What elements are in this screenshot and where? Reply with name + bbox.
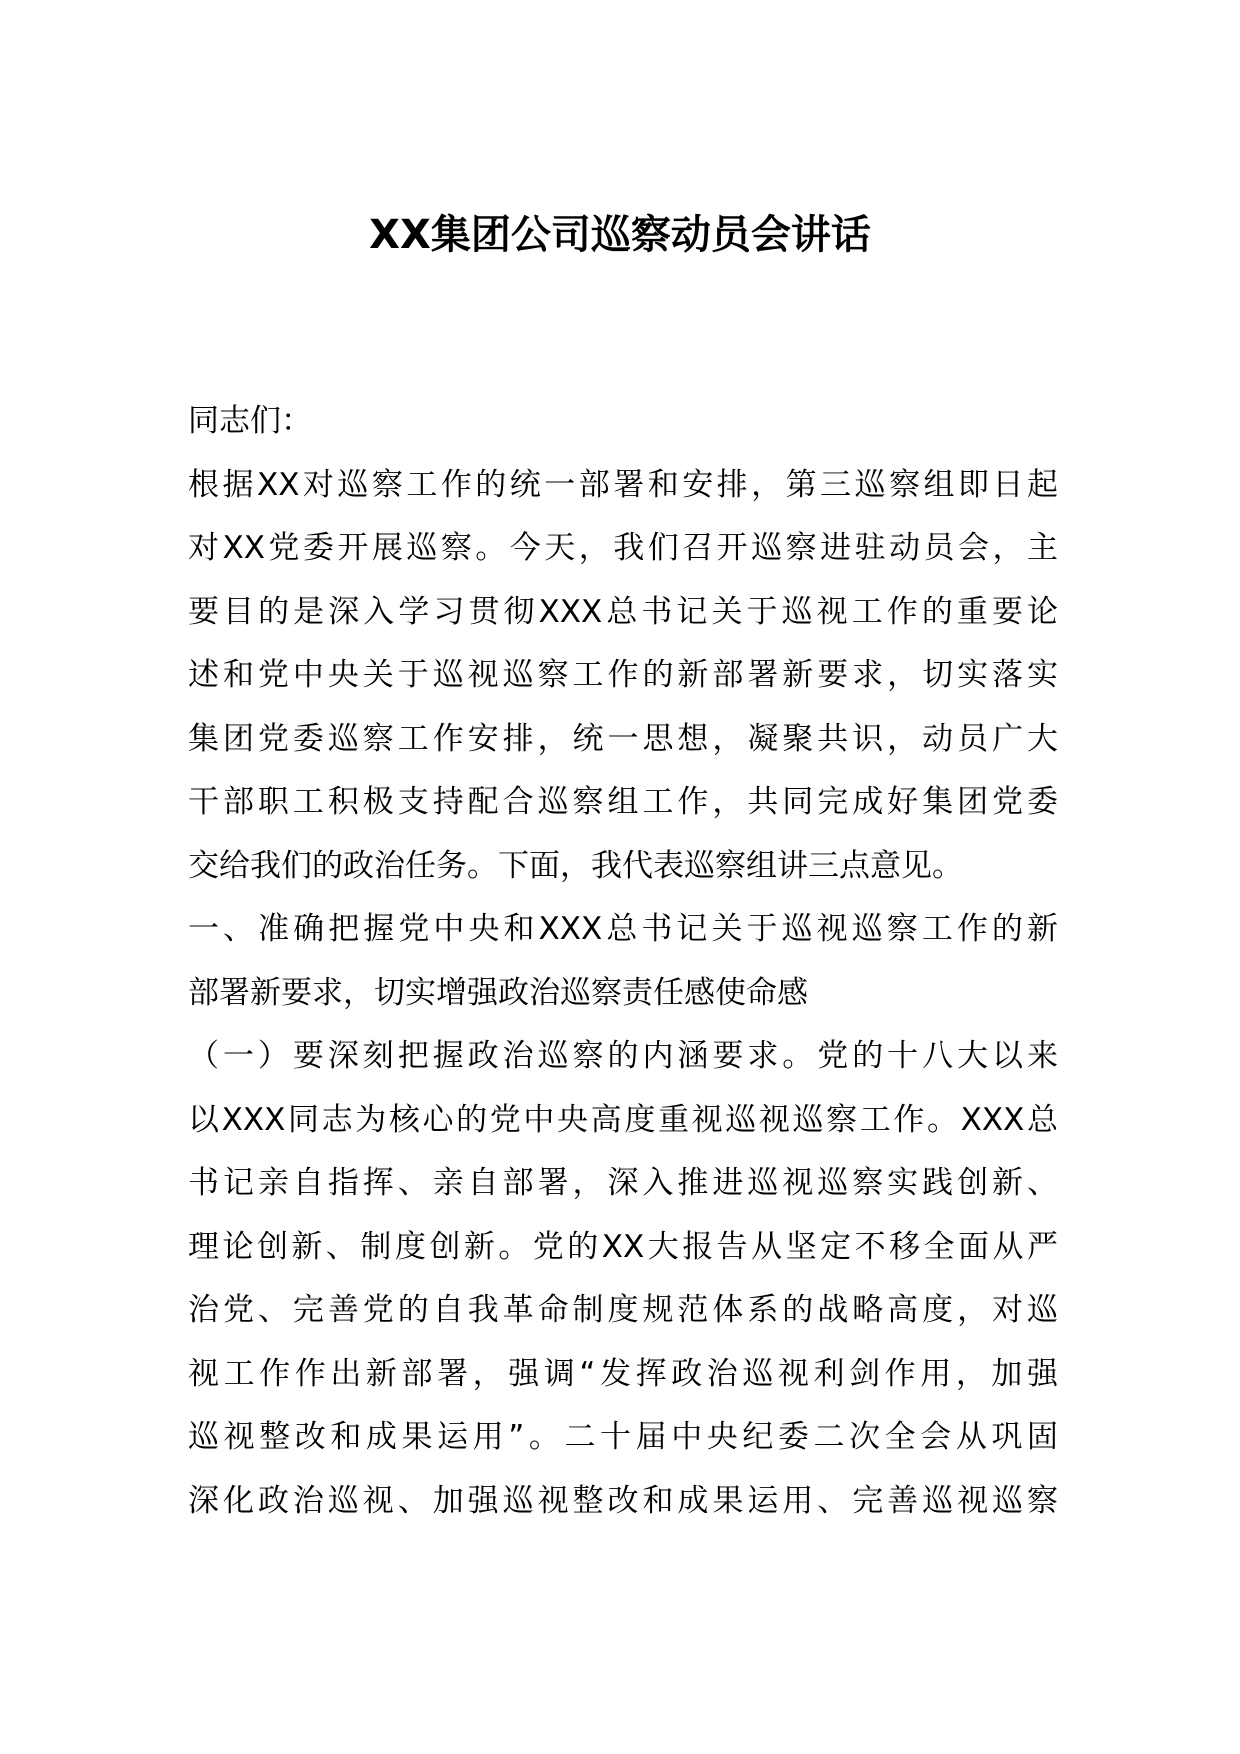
body-line: 治党、完善党的自我革命制度规范体系的战略高度，对巡 [188,1292,1058,1328]
document-title: XX集团公司巡察动员会讲话 [369,212,871,258]
body-line: 交给我们的政治任务。下面，我代表巡察组讲三点意见。 [188,847,963,884]
body-line: 集团党委巡察工作安排，统一思想，凝聚共识，动员广大 [188,720,1058,757]
body-line: 巡视整改和成果运用”。二十届中央纪委二次全会从巩固 [188,1419,1058,1455]
body-line: 深化政治巡视、加强巡视整改和成果运用、完善巡视巡察 [188,1482,1058,1519]
body-line: 干部职工积极支持配合巡察组工作，共同完成好集团党委 [188,784,1058,820]
section-heading-line: 部署新要求，切实增强政治巡察责任感使命感 [188,974,808,1011]
body-line: 述和党中央关于巡视巡察工作的新部署新要求，切实落实 [188,657,1058,693]
body-line: 根据XX对巡察工作的统一部署和安排，第三巡察组即日起 [188,466,1058,503]
body-line: 理论创新、制度创新。党的XX大报告从坚定不移全面从严 [188,1228,1058,1265]
document-body [188,390,1058,1533]
salutation: 同志们： [188,403,312,439]
body-line: 视工作作出新部署，强调“发挥政治巡视利剑作用，加强 [188,1355,1058,1392]
body-line: 以XXX同志为核心的党中央高度重视巡视巡察工作。XXX总 [188,1101,1058,1138]
section-heading-line: 一、准确把握党中央和XXX总书记关于巡视巡察工作的新 [188,911,1058,947]
body-line: 书记亲自指挥、亲自部署，深入推进巡视巡察实践创新、 [188,1165,1058,1201]
body-line: （一）要深刻把握政治巡察的内涵要求。党的十八大以来 [188,1038,1058,1074]
body-line: 对XX党委开展巡察。今天，我们召开巡察进驻动员会，主 [188,530,1058,566]
body-line: 要目的是深入学习贯彻XXX总书记关于巡视工作的重要论 [188,593,1058,630]
